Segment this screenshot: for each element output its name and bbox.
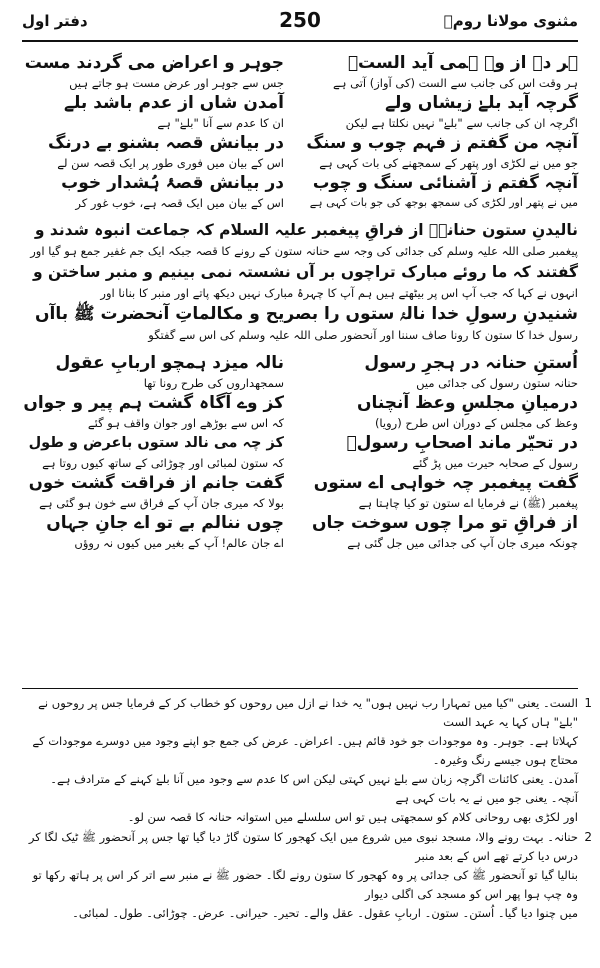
verse-block	[22, 172, 284, 212]
persian-verse: از فراقِ تو مرا چوں سوخت جاں	[311, 513, 578, 533]
footnote-line: بنالیا گیا تو آنحضور ﷺ کی جدائی پر وہ کھجور کا ستون رونے لگا۔ حضور ﷺ نے منبر سے اتر کر اس پر ہاتھ رکھا تو وہ چپ ہوا پھر اس کو مسجد کی اگلی دیوار	[32, 868, 578, 901]
verse-block	[306, 472, 578, 512]
urdu-translation: اس کے بیان میں فوری طور پر ایک قصہ سن لے	[57, 156, 284, 170]
volume-label: دفتر اول	[22, 12, 88, 30]
persian-verse: گفت پیغمبر چہ خواہی اے ستوں	[313, 473, 578, 493]
heading-line: گفتند کہ ما روئے مبارک تراچوں بر آں نشستہ نمی بینیم و منبر ساختن و	[32, 263, 578, 281]
top-left-column	[22, 52, 284, 212]
verse-block	[22, 512, 284, 552]
persian-verse: نالہ میزد ہمچو اربابِ عقول	[55, 353, 284, 373]
footnote-line: حنانہ۔ بہت رونے والا، مسجد نبوی میں شروع میں ایک کھجور کا ستون گاڑ دیا گیا تھا جس پر آنحضور ﷺ ٹیک لگا کر درس دیا کرتے تھے اس کے بعد منبر	[28, 830, 578, 863]
page-header	[22, 8, 578, 36]
verse-block	[22, 472, 284, 512]
urdu-translation: کہ اس سے بوڑھے اور جوان واقف ہو گئے	[87, 416, 284, 430]
verse-block	[22, 132, 284, 172]
verse-block	[22, 352, 284, 392]
verse-block	[306, 432, 578, 472]
persian-verse: در بیانش قصۂ ہُشدار خوب	[61, 173, 284, 193]
footnote-number: 1	[584, 696, 592, 710]
urdu-translation: بولا کہ میری جان آپ کے فراق سے خون ہو گئی ہے	[39, 496, 284, 510]
verse-block	[306, 172, 578, 212]
persian-verse: کز وے آگاہ گشت ہم پیر و جواں	[23, 393, 284, 413]
verse-block	[22, 432, 284, 472]
verse-block	[306, 132, 578, 172]
persian-verse: آنچہ گفتم ز آشنائی سنگ و چوب	[312, 173, 578, 192]
persian-verse: چوں ننالم بے تو اے جانِ جہاں	[46, 513, 284, 533]
urdu-translation: ہر وقت اس کی جانب سے الست (کی آواز) آتی ہے	[333, 76, 578, 90]
urdu-translation: رسول کے صحابہ حیرت میں پڑ گئے	[412, 456, 578, 470]
persian-verse: آمدن شاں از عدم باشد بلے	[64, 93, 284, 113]
persian-verse: گفت جانم از فراقت گشت خوں	[28, 473, 284, 492]
heading-translation: رسول خدا کا ستون کا رونا صاف سننا اور آنحضور صلی اللہ علیہ وسلم کی اس سے گفتگو	[148, 328, 578, 342]
urdu-translation: سمجھداروں کی طرح رونا تھا	[143, 376, 284, 390]
verse-block	[306, 52, 578, 92]
bottom-left-column	[22, 352, 284, 552]
urdu-translation: وعظ کی مجلس کے دوران اس طرح (رویا)	[374, 416, 578, 430]
verse-block	[22, 392, 284, 432]
urdu-translation: چونکہ میری جان آپ کی جدائی میں جل گئی ہے	[347, 536, 578, 550]
urdu-translation: جو میں نے لکڑی اور پتھر کے سمجھنے کی بات کہی ہے	[319, 156, 578, 170]
heading-translation: انہوں نے کہا کہ جب آپ اس پر بیٹھتے ہیں ہم آپ کا چہرۂ مبارک نہیں دیکھ پاتے اور منبر کا بنانا اور	[100, 286, 578, 300]
footnote-line: الست۔ یعنی "کیا میں تمہارا رب نہیں ہوں" یہ خدا نے ازل میں روحوں کو خطاب کر کے فرمایا جس پر روحوں نے "بلےٰ" ہاں کہا یہ عہد الست	[38, 696, 578, 729]
footnote-1	[22, 694, 592, 827]
footnote-2	[22, 828, 592, 923]
persian-verse: اُستنِ حنانہ در ہجرِ رسول	[364, 353, 578, 373]
persian-verse: جوہر و اعراض می گردند مست	[24, 53, 284, 73]
persian-verse: گرچہ آید بلےٰ زیشاں ولے	[385, 93, 578, 113]
heading-line: نالیدنِ ستون حنانہؐ از فراقِ پیغمبر علیہ السلام کہ جماعت انبوہ شدند و	[34, 221, 578, 239]
verse-block	[22, 52, 284, 92]
persian-verse: درمیانِ مجلسِ وعظ آنچناں	[356, 393, 578, 413]
verse-block	[306, 352, 578, 392]
urdu-translation: میں نے پتھر اور لکڑی کی سمجھ بوجھ کی جو بات کہی ہے	[309, 196, 578, 209]
heading-line: شنیدنِ رسولِ خدا نالۂ ستوں را بصریح و مکالماتِ آنحضرت ﷺ باآں	[35, 304, 578, 324]
verse-block	[22, 92, 284, 132]
urdu-translation: حنانہ ستون رسول کی جدائی میں	[416, 376, 578, 390]
bottom-right-column	[306, 352, 578, 552]
urdu-translation: ان کا عدم سے آنا "بلےٰ" ہے	[157, 116, 284, 130]
page-number: 250	[279, 8, 321, 32]
heading-translation: پیغمبر صلی اللہ علیہ وسلم کی جدائی کی وجہ سے حنانہ ستون کے رونے کا قصہ جبکہ ایک جم غفیر جمع ہو گیا اور	[30, 244, 578, 258]
top-right-column	[306, 52, 578, 212]
section-heading	[22, 218, 578, 344]
urdu-translation: کہ ستون لمبائی اور چوڑائی کے ساتھ کیوں روتا ہے	[42, 456, 284, 470]
verse-block	[306, 512, 578, 552]
urdu-translation: جس سے جوہر اور عرض مست ہو جاتے ہیں	[69, 76, 284, 90]
footnote-line: میں چنوا دیا گیا۔ اُستن۔ ستون۔ اربابِ عقول۔ عقل والے۔ تحیر۔ حیرانی۔ عرض۔ چوڑائی۔ طول۔ لمبائی۔	[72, 906, 578, 920]
header-divider	[22, 40, 578, 42]
urdu-translation: اے جان عالم! آپ کے بغیر میں کیوں نہ روؤں	[74, 536, 284, 550]
urdu-translation: اس کے بیان میں ایک قصہ ہے، خوب غور کر	[75, 196, 284, 210]
footnote-line: کہلاتا ہے۔ جوہر۔ وہ موجودات جو خود قائم ہیں۔ اعراض۔ عرض کی جمع جو اپنے وجود میں دوسرے موجودات کے محتاج ہوں جیسے رنگ وغیرہ۔	[32, 734, 578, 767]
persian-verse: کز چہ می نالد ستوں باعرض و طول	[28, 435, 284, 451]
persian-verse: آنچہ من گفتم ز فہم چوب و سنگ	[306, 133, 578, 152]
book-title: مثنوی مولانا رومؒ	[443, 12, 578, 30]
footnote-line: اور لکڑی بھی روحانی کلام کو سمجھتی ہیں تو اس سلسلے میں استوانہ حنانہ کا قصہ سن لو۔	[127, 810, 578, 824]
verse-block	[306, 92, 578, 132]
urdu-translation: اگرچہ ان کی جانب سے "بلےٰ" نہیں نکلتا ہے لیکن	[345, 116, 578, 130]
verse-block	[306, 392, 578, 432]
persian-verse: ہر دے از وے ہمی آید الستؐ	[347, 53, 578, 73]
persian-verse: در بیانش قصہ بشنو بے درنگ	[48, 133, 284, 153]
urdu-translation: پیغمبر (ﷺ) نے فرمایا اے ستون تو کیا چاہتا ہے	[358, 496, 578, 510]
footnote-number: 2	[584, 830, 592, 844]
footnote-divider	[22, 688, 578, 689]
footnote-line: آمدن۔ یعنی کائنات اگرچہ زبان سے بلےٰ نہیں کہتی لیکن اس کا عدم سے وجود میں آنا بلےٰ کہنے کے مترادف ہے۔ آنچہ۔ یعنی جو میں نے یہ بات کہی ہے	[50, 772, 578, 805]
persian-verse: در تحیّر ماند اصحابِ رسولؐ	[346, 433, 578, 453]
